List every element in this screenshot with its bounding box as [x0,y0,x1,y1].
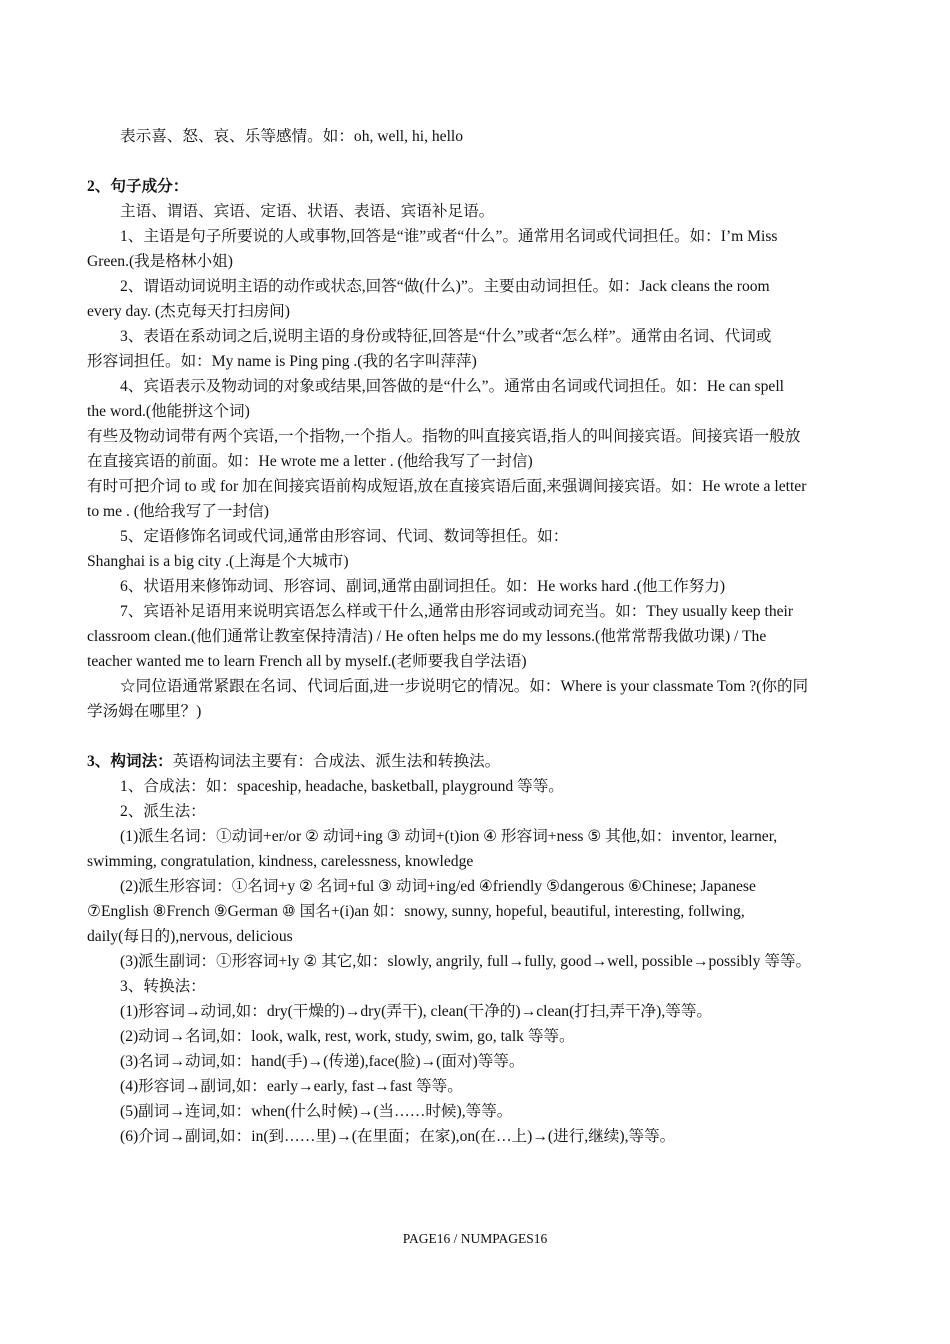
text-line: 有些及物动词带有两个宾语,一个指物,一个指人。指物的叫直接宾语,指人的叫间接宾语。间接宾语一般放 [87,428,801,445]
section3-heading-rest: 英语构词法主要有：合成法、派生法和转换法。 [172,753,501,770]
text-line: daily(每日的),nervous, delicious [87,928,293,945]
text-line: to me . (他给我写了一封信) [87,503,269,520]
text-line: Shanghai is a big city .(上海是个大城市) [87,553,349,570]
text-line: 7、宾语补足语用来说明宾语怎么样或干什么,通常由形容词或动词充当。如：They usually keep their [120,603,794,620]
text-line: 6、状语用来修饰动词、形容词、副词,通常由副词担任。如：He works hard .(他工作努力) [120,578,726,595]
text-line: 1、主语是句子所要说的人或事物,回答是“谁”或者“什么”。通常用名词或代词担任。如：I’m Miss [120,228,778,245]
text-line: (2)动词→名词,如：look, walk, rest, work, study, swim, go, talk 等等。 [120,1028,575,1045]
section3-heading: 3、构词法： [87,753,173,770]
text-line: (3)派生副词：①形容词+ly ② 其它,如：slowly, angrily, full→fully, good→well, possible→possibly 等等。 [120,953,812,970]
text-line: (1)形容词→动词,如：dry(干燥的)→dry(弄干), clean(干净的)→clean(打扫,弄干净),等等。 [120,1003,713,1020]
text-line: ☆同位语通常紧跟在名词、代词后面,进一步说明它的情况。如：Where is your classmate Tom ?(你的同 [120,678,809,695]
text-line: 学汤姆在哪里？) [87,703,202,720]
text-line: the word.(他能拼这个词) [87,403,250,420]
text-line: 5、定语修饰名词或代词,通常由形容词、代词、数词等担任。如： [120,528,569,545]
text-line: classroom clean.(他们通常让教室保持清洁) / He often helps me do my lessons.(他常常帮我做功课) / The [87,628,767,645]
text-line: (3)名词→动词,如：hand(手)→(传递),face(脸)→(面对)等等。 [120,1053,525,1070]
text-line: (4)形容词→副词,如：early→early, fast→fast 等等。 [120,1078,463,1095]
text-line: (5)副词→连词,如：when(什么时候)→(当……时候),等等。 [120,1103,513,1120]
page-footer: PAGE16 / NUMPAGES16 [402,1231,548,1246]
text-line: 有时可把介词 to 或 for 加在间接宾语前构成短语,放在直接宾语后面,来强调间接宾语。如：He wrote a letter [87,478,807,495]
section2-summary: 主语、谓语、宾语、定语、状语、表语、宾语补足语。 [120,203,495,220]
document-body [87,124,872,1149]
text-line: (2)派生形容词：①名词+y ② 名词+ful ③ 动词+ing/ed ④friendly ⑤dangerous ⑥Chinese; Japanese [120,878,756,895]
text-line: teacher wanted me to learn French all by myself.(老师要我自学法语) [87,653,527,670]
text-line: 2、派生法： [120,803,206,820]
section3-heading-line [87,749,872,774]
text-line: swimming, congratulation, kindness, carelessness, knowledge [87,853,474,870]
text-line: 4、宾语表示及物动词的对象或结果,回答做的是“什么”。通常由名词或代词担任。如：He can spell [120,378,784,395]
section2-heading: 2、句子成分： [87,178,189,195]
intro-line: 表示喜、怒、哀、乐等感情。如：oh, well, hi, hello [120,128,464,145]
text-line: 1、合成法：如：spaceship, headache, basketball, playground 等等。 [120,778,564,795]
text-line: ⑦English ⑧French ⑨German ⑩ 国名+(i)an 如：snowy, sunny, hopeful, beautiful, interesting, follwing, [87,903,745,920]
spacer [87,724,872,749]
spacer [87,149,872,174]
text-line: 3、表语在系动词之后,说明主语的身份或特征,回答是“什么”或者“怎么样”。通常由名词、代词或 [120,328,772,345]
text-line: 2、谓语动词说明主语的动作或状态,回答“做(什么)”。主要由动词担任。如：Jack cleans the room [120,278,770,295]
text-line: (6)介词→副词,如：in(到……里)→(在里面；在家),on(在…上)→(进行,继续),等等。 [120,1128,676,1145]
text-line: (1)派生名词：①动词+er/or ② 动词+ing ③ 动词+(t)ion ④ 形容词+ness ⑤ 其他,如：inventor, learner, [120,828,778,845]
text-line: 在直接宾语的前面。如：He wrote me a letter . (他给我写了一封信) [87,453,533,470]
text-line: Green.(我是格林小姐) [87,253,233,270]
text-line: 3、转换法： [120,978,206,995]
text-line: 形容词担任。如：My name is Ping ping .(我的名字叫萍萍) [87,353,477,370]
text-line: every day. (杰克每天打扫房间) [87,303,290,320]
